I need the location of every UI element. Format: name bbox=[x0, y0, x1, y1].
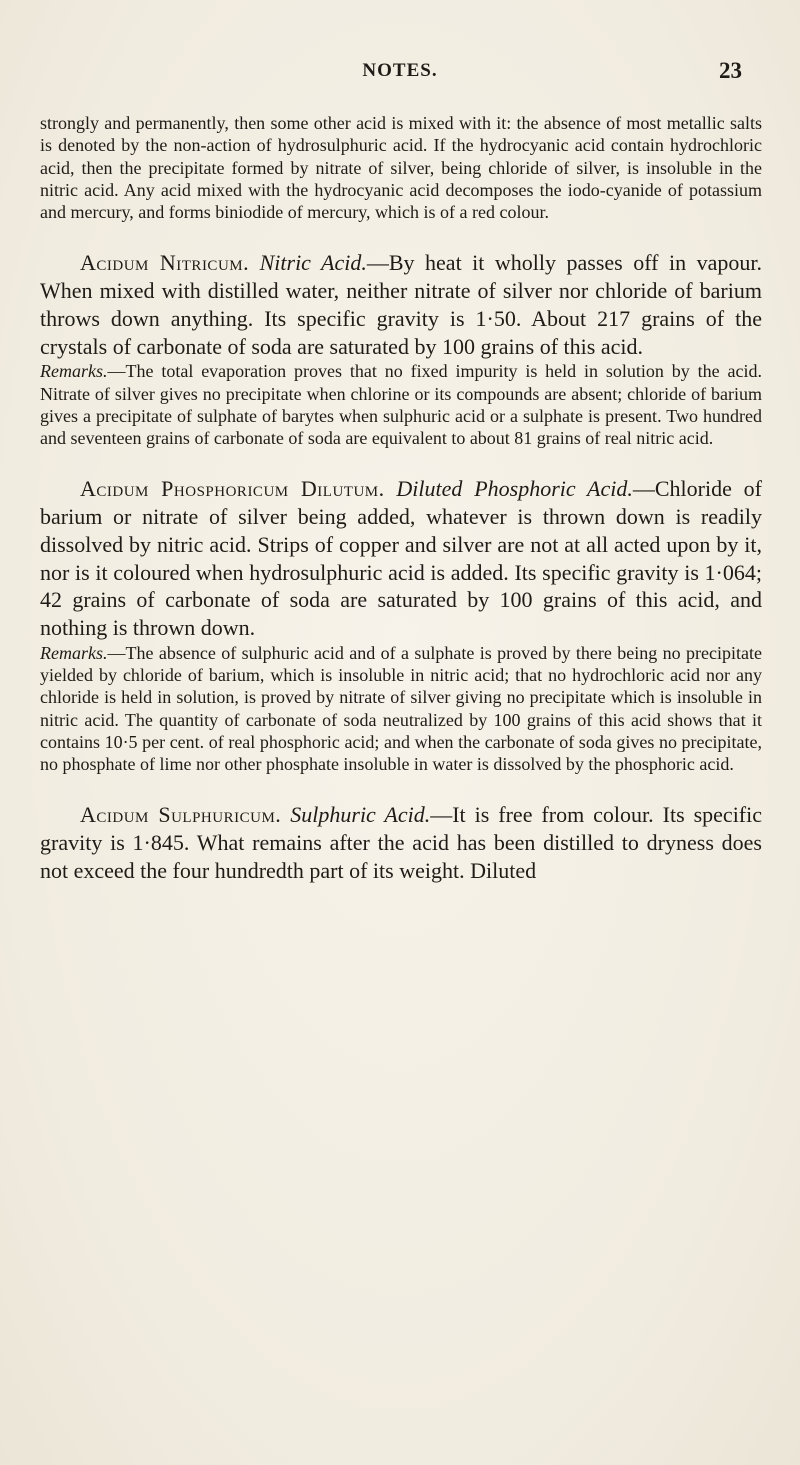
nitric-acid-remarks bbox=[40, 360, 762, 449]
body-text bbox=[40, 112, 762, 885]
remarks-label: Remarks. bbox=[40, 361, 108, 382]
nitric-remarks-text: —The total evaporation proves that no fixed impurity is held in solution by the acid. Nitrate of silver gives no precipitate when chlorine or its compounds are absent; chloride of barium gives a precipitate of sulphate of barytes when sulphuric acid or a sulphate is present. Two hundred and seventeen grains of carbonate of soda are equivalent to about 81 grains of real nitric acid. bbox=[40, 361, 762, 449]
phosphoric-acid-heading: Acidum Phosphoricum Dilutum. bbox=[80, 476, 385, 502]
sulphuric-acid-entry bbox=[40, 801, 762, 884]
remarks-label: Remarks. bbox=[40, 642, 108, 663]
phosphoric-acid-body: —Chloride of barium or nitrate of silver being added, whatever is thrown down is readily dissolved by nitric acid. Strips of copper and silver are not at all acted upon by it, nor is it coloured when hydrosulphuric acid is added. Its specific gravity is 1·064; 42 grains of carbonate of soda are saturated by 100 grains of this acid, and nothing is thrown down. bbox=[40, 476, 762, 640]
nitric-acid-entry bbox=[40, 249, 762, 360]
phosphoric-remarks-text: —The absence of sulphuric acid and of a sulphate is proved by there being no precipitate yielded by chloride of barium, which is insoluble in nitric acid; that no hydrochloric acid nor any chloride is held in solution, is proved by nitrate of silver giving no precipitate which is insoluble in nitric acid. The quantity of carbonate of soda neutralized by 100 grains of this acid shows that it contains 10·5 per cent. of real phosphoric acid; and when the carbonate of soda gives no precipitate, no phosphate of lime nor other phosphate insoluble in water is dissolved by the phosphoric acid. bbox=[40, 642, 762, 775]
phosphoric-acid-remarks bbox=[40, 642, 762, 776]
phosphoric-acid-title: Diluted Phosphoric Acid. bbox=[396, 476, 633, 502]
sulphuric-acid-title: Sulphuric Acid. bbox=[290, 802, 431, 828]
nitric-acid-heading: Acidum Nitricum. bbox=[80, 250, 250, 276]
nitric-acid-title: Nitric Acid. bbox=[259, 250, 367, 276]
sulphuric-acid-heading: Acidum Sulphuricum. bbox=[80, 802, 282, 828]
running-head bbox=[0, 60, 800, 90]
phosphoric-acid-entry bbox=[40, 475, 762, 641]
sulphuric-acid-body: —It is free from colour. Its specific gravity is 1·845. What remains after the acid has been distilled to dryness does not exceed the four hundredth part of its weight. Diluted bbox=[40, 802, 763, 883]
nitric-acid-body: —By heat it wholly passes off in vapour. When mixed with distilled water, neither nitrate of silver nor chloride of barium throws down anything. Its specific gravity is 1·50. About 217 grains of the crystals of carbonate of soda are saturated by 100 grains of this acid. bbox=[40, 250, 762, 359]
running-title: NOTES. bbox=[362, 60, 438, 81]
intro-paragraph: strongly and permanently, then some other acid is mixed with it: the absence of most metallic salts is denoted by the non-action of hydrosulphuric acid. If the hydrocyanic acid contain hydrochloric acid, then the precipitate formed by nitrate of silver, being chloride of silver, is insoluble in the nitric acid. Any acid mixed with the hydrocyanic acid decomposes the iodo-cyanide of potassium and mercury, and forms biniodide of mercury, which is of a red colour. bbox=[40, 113, 762, 223]
page-number: 23 bbox=[719, 58, 742, 83]
